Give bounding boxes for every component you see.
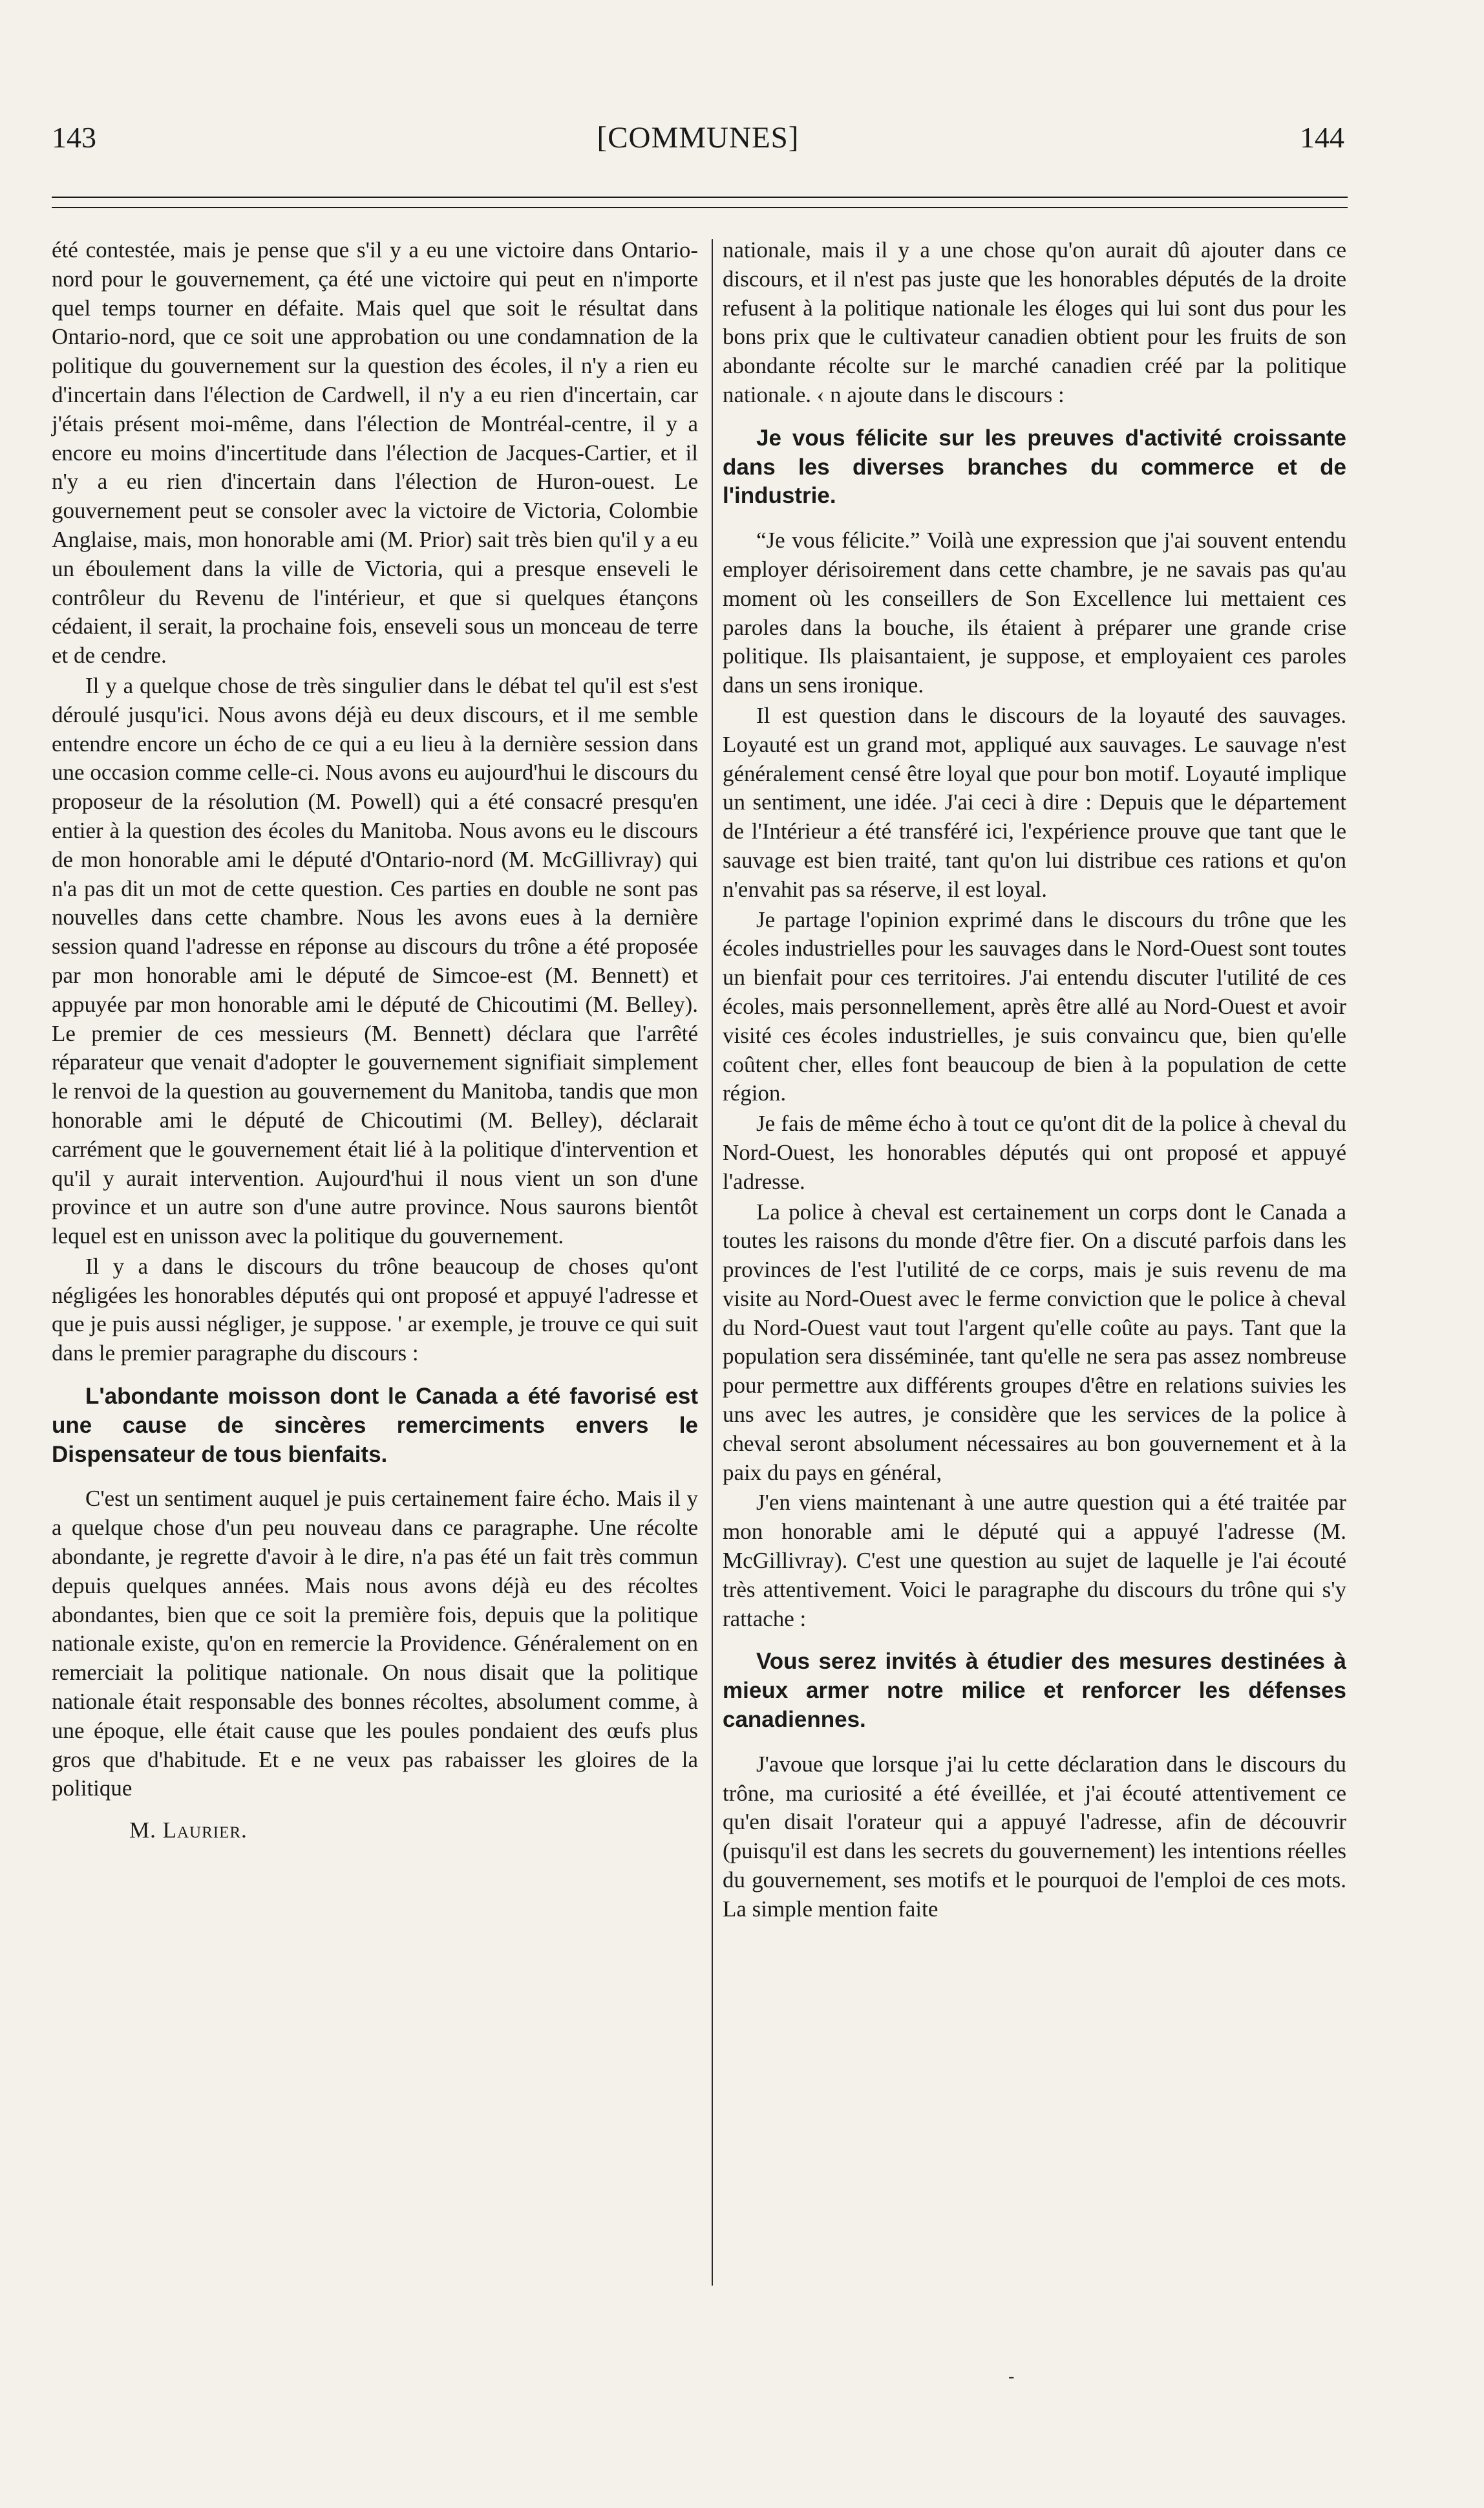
paragraph: C'est un sentiment auquel je puis certainement faire écho. Mais il y a quelque chose d'un peu nouveau dans ce paragraphe. Une récolte abondante, je regrette d'avoir à le dire, n'a pas été un fait très commun depuis quelques années. Mais nous avons déjà eu des récoltes abondantes, bien que ce soit la première fois, depuis que la politique nationale existe, qu'on en remercie la Providence. Généralement on en remerciait la politique nationale. On nous disait que la politique nationale était responsable des bonnes récoltes, absolument comme, à une époque, elle était cause que les poules pondaient des œufs plus gros que d'habitude. Et e ne veux pas rabaisser les gloires de la politique	[52, 1486, 698, 1801]
signature-prefix: M.	[129, 1817, 156, 1843]
quoted-speech-excerpt: Vous serez invités à étudier des mesures destinées à mieux armer notre milice et renforcer les défenses canadiennes.	[723, 1649, 1346, 1733]
paragraph: Il est question dans le discours de la loyauté des sauvages. Loyauté est un grand mot, appliqué aux sauvages. Le sauvage n'est généralement censé être loyal que pour bon motif. Loyauté implique un sentiment, une idée. J'ai ceci à dire : Depuis que le département de l'Intérieur a été transféré ici, l'expérience prouve que tant que le sauvage est bien traité, tant qu'on lui distribue ces rations et qu'on n'envahit pas sa réserve, il est loyal.	[723, 702, 1346, 902]
paragraph: J'avoue que lorsque j'ai lu cette déclaration dans le discours du trône, ma curiosité a été éveillée, et j'ai écouté attentivement ce qu'en disait l'orateur qui a appuyé l'adresse, afin de découvrir (puisqu'il est dans les secrets du gouvernement) les intentions réelles du gouvernement, ses motifs et le pourquoi de l'emploi de ces mots. La simple mention faite	[723, 1751, 1346, 1922]
paragraph: Il y a quelque chose de très singulier dans le débat tel qu'il est s'est déroulé jusqu'ici. Nous avons déjà eu deux discours, et il me semble entendre encore un écho de ce qui a eu lieu à la dernière session dans une occasion comme celle-ci. Nous avons eu aujourd'hui le discours du proposeur de la résolution (M. Powell) qui a été consacré presqu'en entier à la question des écoles du Manitoba. Nous avons eu le discours de mon honorable ami le député d'Ontario-nord (M. McGillivray) qui n'a pas dit un mot de cette question. Ces parties en double ne sont pas nouvelles dans cette chambre. Nous les avons eues à la dernière session quand l'adresse en réponse au discours du trône a été proposée par mon honorable ami le député de Simcoe-est (M. Bennett) et appuyée par mon honorable ami le député de Chicoutimi (M. Belley). Le premier de ces messieurs (M. Bennett) déclara que l'arrêté réparateur que venait d'adopter le gouvernement signifiait simplement le renvoi de la question au gouvernement du Manitoba, tandis que mon honorable ami le député de Chicoutimi (M. Belley), déclarait carrément que le gouvernement était lié à la politique d'intervention et qu'il y aurait intervention. Aujourd'hui il nous vient un son d'une province et un autre son d'une autre province. Nous saurons bientôt lequel est en unisson avec la politique du gouvernement.	[52, 672, 698, 1249]
header-rule-bottom	[52, 207, 1348, 208]
column-divider	[712, 239, 713, 2286]
paragraph: été contestée, mais je pense que s'il y a eu une victoire dans Ontario-nord pour le gouvernement, ça été une victoire qui peut en n'importe quel temps tourner en défaite. Mais quel que soit le résultat dans Ontario-nord, que ce soit une approbation ou une condamnation de la politique du gouvernement sur la question des écoles, il n'y a rien eu d'incertain dans l'élection de Cardwell, il n'y a eu rien d'incertain, car j'étais présent moi-même, dans l'élection de Montréal-centre, il y a encore eu moins d'incertitude dans l'élection de Jacques-Cartier, et il n'y a eu rien d'incertain dans l'élection de Huron-ouest. Le gouvernement peut se consoler avec la victoire de Victoria, Colombie Anglaise, mais, mon honorable ami (M. Prior) sait très bien qu'il y a eu un éboulement dans la ville de Victoria, qui a presque enseveli le contrôleur du Revenu de l'intérieur, et que si quelques étançons cédaient, il serait, la prochaine fois, enseveli sous un monceau de terre et de cendre.	[52, 237, 698, 669]
quoted-speech-excerpt: Je vous félicite sur les preuves d'activité croissante dans les diverses branches du commerce et de l'industrie.	[723, 425, 1346, 509]
paragraph: La police à cheval est certainement un corps dont le Canada a toutes les raisons du monde d'être fier. On a discuté parfois dans les provinces de l'est l'utilité de ce corps, mais je suis revenu de ma visite au Nord-Ouest avec le ferme conviction que le police à cheval du Nord-Ouest vaut tout l'argent qu'elle coûte au pays. Tant que la population sera disséminée, tant qu'elle ne sera pas assez nombreuse pour permettre aux différents groupes d'être en relations suivies les uns avec les autres, je considère que les services de la police à cheval seront absolument nécessaires au bon gouvernement et à la paix du pays en général,	[723, 1199, 1346, 1485]
right-column	[723, 236, 1346, 1924]
page-header	[52, 120, 1344, 172]
paragraph: nationale, mais il y a une chose qu'on aurait dû ajouter dans ce discours, et il n'est pas juste que les honorables députés de la droite refusent à la politique nationale les éloges qui lui sont dus pour les bons prix que le cultivateur canadien obtient pour les fruits de son abondante récolte sur le marché canadien créé par la politique nationale. ‹ n ajoute dans le discours :	[723, 237, 1346, 407]
paragraph: J'en viens maintenant à une autre question qui a été traitée par mon honorable ami le député qui a appuyé l'adresse (M. McGillivray). C'est une question au sujet de laquelle je l'ai écouté très attentivement. Voici le paragraphe du discours du trône qui s'y rattache :	[723, 1490, 1346, 1631]
speaker-signature	[129, 1817, 698, 1843]
right-page-number: 144	[1300, 121, 1344, 154]
paragraph: Il y a dans le discours du trône beaucoup de choses qu'ont négligées les honorables députés qui ont proposé et appuyé l'adresse et que je puis aussi négliger, je suppose. ' ar exemple, je trouve ce qui suit dans le premier paragraphe du discours :	[52, 1253, 698, 1366]
paragraph: Je fais de même écho à tout ce qu'ont dit de la police à cheval du Nord-Ouest, les honorables députés qui ont proposé et appuyé l'adresse.	[723, 1111, 1346, 1194]
left-page-number: 143	[52, 121, 96, 154]
signature-name: Laurier.	[162, 1817, 248, 1843]
paragraph: “Je vous félicite.” Voilà une expression que j'ai souvent entendu employer dérisoirement dans cette chambre, je ne savais pas qu'au moment où les conseillers de Son Excellence lui mettaient ces paroles dans la bouche, ils étaient à préparer une grande crise politique. Ils plaisantaient, je suppose, et employaient ces paroles dans un sens ironique.	[723, 528, 1346, 698]
left-column	[52, 236, 698, 1843]
footer-mark: -	[1008, 2366, 1015, 2386]
header-rule-top	[52, 197, 1348, 198]
paragraph: Je partage l'opinion exprimé dans le discours du trône que les écoles industrielles pour les sauvages dans le Nord-Ouest sont toutes un bienfait pour ces territoires. J'ai entendu discuter l'utilité de ces écoles, mais personnellement, après être allé au Nord-Ouest et avoir visité ces écoles industrielles, je suis convaincu que, bien qu'elle coûtent cher, elles font beaucoup de bien à la population de cette région.	[723, 906, 1346, 1106]
quoted-speech-excerpt: L'abondante moisson dont le Canada a été favorisé est une cause de sincères remerciments envers le Dispensateur de tous bienfaits.	[52, 1384, 698, 1467]
running-title: [COMMUNES]	[597, 121, 800, 155]
